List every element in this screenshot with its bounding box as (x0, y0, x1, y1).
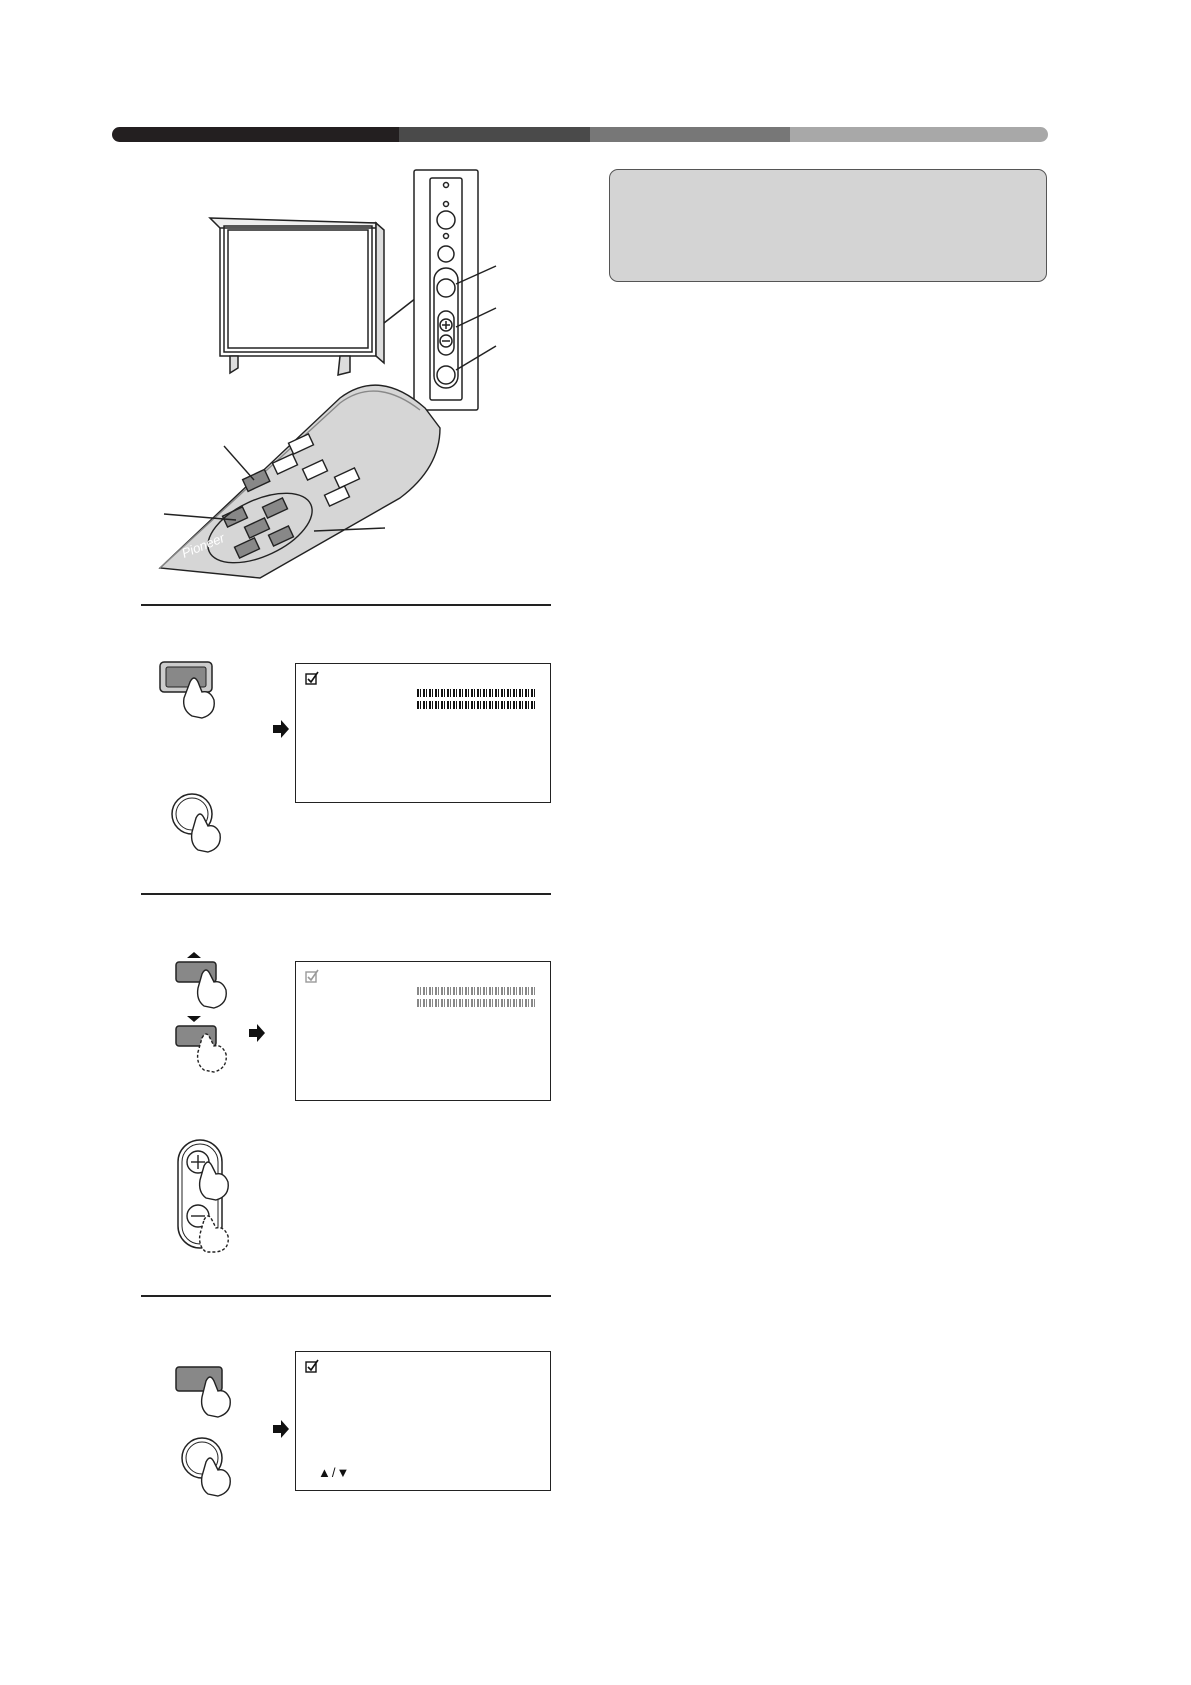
arrow-right-icon (272, 1420, 290, 1438)
header-bar-segment (112, 127, 399, 142)
menu-button-press-icon (176, 1363, 246, 1423)
arrow-right-icon (272, 720, 290, 738)
osd-screen (295, 961, 551, 1101)
checkbox-icon (305, 1359, 319, 1373)
nav-hint: ▲/▼ (318, 1465, 351, 1480)
highlight-row (417, 987, 537, 995)
osd-screen (295, 663, 551, 803)
osd-screen (295, 1351, 551, 1491)
down-button-press-icon (176, 1014, 242, 1076)
highlight-row (417, 701, 537, 709)
remote-brand-logo: Pioneer (179, 530, 227, 561)
header-bar-segment (399, 127, 590, 142)
product-illustration (140, 168, 540, 578)
up-button-press-icon (176, 950, 242, 1010)
header-bar-segment (590, 127, 790, 142)
remote-control-illustration (160, 385, 440, 578)
step-divider (141, 893, 551, 895)
highlight-row (417, 999, 537, 1007)
checkbox-icon (305, 969, 319, 983)
highlight-row (417, 689, 537, 697)
header-bar (112, 127, 1048, 142)
panel-set-button (437, 366, 455, 384)
adjust-rocker-press-icon (176, 1138, 246, 1254)
info-box (609, 169, 1047, 282)
arrow-right-icon (248, 1024, 266, 1042)
header-bar-segment (790, 127, 1048, 142)
panel-adjust-rocker (438, 311, 454, 355)
panel-menu-button (437, 279, 455, 297)
side-panel-illustration (414, 170, 496, 410)
set-button-press-icon (170, 792, 240, 854)
monitor-illustration (210, 218, 416, 375)
set-button-press-icon (180, 1436, 250, 1498)
checkbox-icon (305, 671, 319, 685)
step-divider (141, 1295, 551, 1297)
menu-button-press-icon (158, 660, 228, 720)
step-divider (141, 604, 551, 606)
